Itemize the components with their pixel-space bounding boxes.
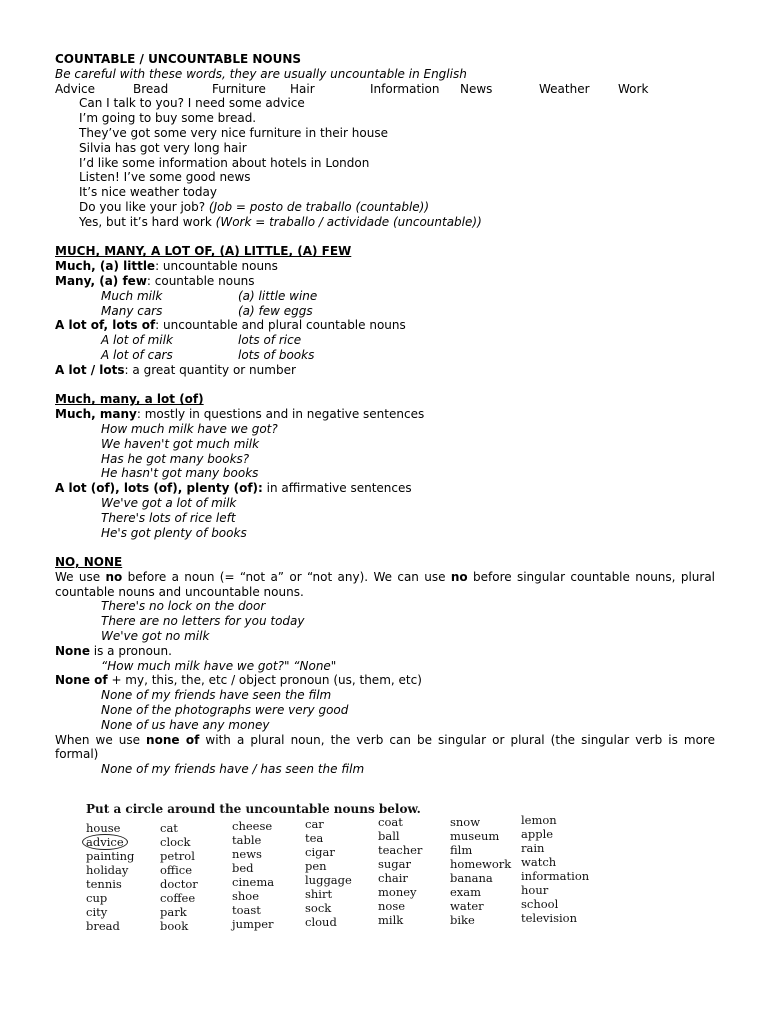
exercise-word: apple	[521, 827, 554, 841]
rule-line: Much, (a) little: uncountable nouns	[55, 259, 278, 274]
word-item: Weather	[539, 81, 590, 96]
example-line: There are no letters for you today	[101, 614, 305, 629]
example-note: (Job = posto de traballo (countable))	[208, 199, 430, 214]
exercise-word: pen	[305, 859, 327, 873]
exercise-word: chair	[378, 871, 408, 885]
section-heading: MUCH, MANY, A LOT OF, (A) LITTLE, (A) FEW	[55, 244, 352, 259]
exercise-word: park	[160, 905, 187, 919]
word-item: Information	[370, 81, 440, 96]
exercise-word: cat	[160, 821, 178, 835]
document-body	[55, 52, 715, 777]
exercise-word: sock	[305, 901, 332, 915]
exercise-word: news	[232, 847, 262, 861]
rule-line: Many, (a) few: countable nouns	[55, 273, 255, 288]
exercise-word: television	[521, 911, 577, 925]
exercise-word: cigar	[305, 845, 335, 859]
word-item: Work	[618, 81, 649, 96]
rule-line: None is a pronoun.	[55, 643, 172, 658]
exercise-word: milk	[378, 913, 404, 927]
word-list	[55, 82, 715, 97]
rule-line: A lot / lots: a great quantity or number	[55, 362, 296, 377]
exercise-word: shoe	[232, 889, 260, 903]
exercise-word: house	[86, 821, 121, 835]
exercise-word: school	[521, 897, 559, 911]
exercise-word: office	[160, 863, 193, 877]
word-item: News	[460, 81, 493, 96]
word-item: Hair	[290, 81, 315, 96]
exercise-word: museum	[450, 829, 500, 843]
example-line: Do you like your job? (Job = posto de traballo (countable))	[79, 199, 430, 214]
exercise-word: cloud	[305, 915, 337, 929]
example-line: We've got a lot of milk	[101, 495, 237, 510]
exercise-word: hour	[521, 883, 549, 897]
exercise-word: information	[521, 869, 590, 883]
exercise-word: banana	[450, 871, 493, 885]
example-line: They’ve got some very nice furniture in their house	[79, 125, 388, 140]
example-line: None of my friends have / has seen the film	[101, 762, 365, 777]
exercise-word: cheese	[232, 819, 273, 833]
exercise-word: table	[232, 833, 262, 847]
example-line: Much milk (a) little wine	[101, 288, 318, 303]
exercise-word: lemon	[521, 813, 557, 827]
example-line: Many cars (a) few eggs	[101, 303, 313, 318]
example-line: I’m going to buy some bread.	[79, 111, 257, 126]
example-line: Yes, but it’s hard work (Work = traballo / actividade (uncountable))	[79, 214, 482, 229]
exercise-word: cup	[86, 891, 108, 905]
example-line: “How much milk have we got?" “None"	[101, 658, 337, 673]
exercise-word: holiday	[86, 863, 129, 877]
exercise-word: cinema	[232, 875, 275, 889]
exercise-word: toast	[232, 903, 261, 917]
word-item: Furniture	[212, 81, 266, 96]
example-line: A lot of milk lots of rice	[101, 333, 302, 348]
exercise-word: bed	[232, 861, 254, 875]
exercise-word: luggage	[305, 873, 352, 887]
rule-line: A lot of, lots of: uncountable and plural countable nouns	[55, 318, 406, 333]
intro-text: Be careful with these words, they are usually uncountable in English	[55, 66, 467, 81]
example-line: None of us have any money	[101, 717, 270, 732]
example-line: He's got plenty of books	[101, 525, 247, 540]
example-note: (Work = traballo / actividade (uncountable))	[215, 214, 482, 229]
exercise-title: Put a circle around the uncountable nouns below.	[86, 802, 421, 816]
exercise-word-circled: advice	[86, 836, 128, 849]
exercise-word: rain	[521, 841, 545, 855]
word-item: Bread	[133, 81, 169, 96]
exercise-word: tennis	[86, 877, 122, 891]
example-line: A lot of cars lots of books	[101, 347, 315, 362]
exercise-word: ball	[378, 829, 400, 843]
section-heading: NO, NONE	[55, 555, 123, 570]
example-line: There's lots of rice left	[101, 510, 236, 525]
section-heading: Much, many, a lot (of)	[55, 392, 204, 407]
example-line: Has he got many books?	[101, 451, 250, 466]
exercise-word: watch	[521, 855, 557, 869]
exercise-word: city	[86, 905, 108, 919]
exercise-word: sugar	[378, 857, 412, 871]
example-line: It’s nice weather today	[79, 185, 217, 200]
example-line: None of the photographs were very good	[101, 703, 349, 718]
exercise-word: coat	[378, 815, 403, 829]
exercise-word: car	[305, 817, 324, 831]
exercise-word: bread	[86, 919, 120, 933]
exercise-word: shirt	[305, 887, 333, 901]
exercise-word: nose	[378, 899, 406, 913]
exercise-word: money	[378, 885, 417, 899]
exercise-word: jumper	[232, 917, 274, 931]
word-item: Advice	[55, 81, 96, 96]
example-line: Can I talk to you? I need some advice	[79, 96, 305, 111]
paragraph: We use no before a noun (= “not a” or “not any). We can use no before singular countable nouns, plural countable nouns and uncountable nouns.	[55, 569, 716, 599]
example-line: How much milk have we got?	[101, 421, 278, 436]
page-title: COUNTABLE / UNCOUNTABLE NOUNS	[55, 52, 302, 66]
exercise-word: bike	[450, 913, 475, 927]
example-line: None of my friends have seen the film	[101, 688, 332, 703]
example-line: We've got no milk	[101, 629, 210, 644]
exercise-word: homework	[450, 857, 512, 871]
example-line: Silvia has got very long hair	[79, 140, 247, 155]
example-line: Listen! I’ve some good news	[79, 170, 251, 185]
example-line: He hasn't got many books	[101, 466, 259, 481]
exercise-word: tea	[305, 831, 324, 845]
example-line: We haven't got much milk	[101, 436, 260, 451]
paragraph: When we use none of with a plural noun, the verb can be singular or plural (the singular verb is more formal)	[55, 732, 715, 762]
exercise-word: water	[450, 899, 484, 913]
exercise-word: doctor	[160, 877, 198, 891]
exercise-image	[80, 796, 595, 936]
exercise-word: coffee	[160, 891, 196, 905]
exercise-word: book	[160, 919, 189, 933]
example-line: I’d like some information about hotels in London	[79, 155, 370, 170]
exercise-word: painting	[86, 849, 135, 863]
rule-line: A lot (of), lots (of), plenty (of): in affirmative sentences	[55, 481, 412, 496]
exercise-word: exam	[450, 885, 482, 899]
rule-line: Much, many: mostly in questions and in negative sentences	[55, 407, 425, 422]
exercise-word: snow	[450, 815, 481, 829]
example-line: There's no lock on the door	[101, 599, 266, 614]
rule-line: None of + my, this, the, etc / object pronoun (us, them, etc)	[55, 673, 422, 688]
exercise-word: petrol	[160, 849, 195, 863]
exercise-word: teacher	[378, 843, 423, 857]
exercise-word: film	[450, 843, 473, 857]
exercise-word: clock	[160, 835, 191, 849]
